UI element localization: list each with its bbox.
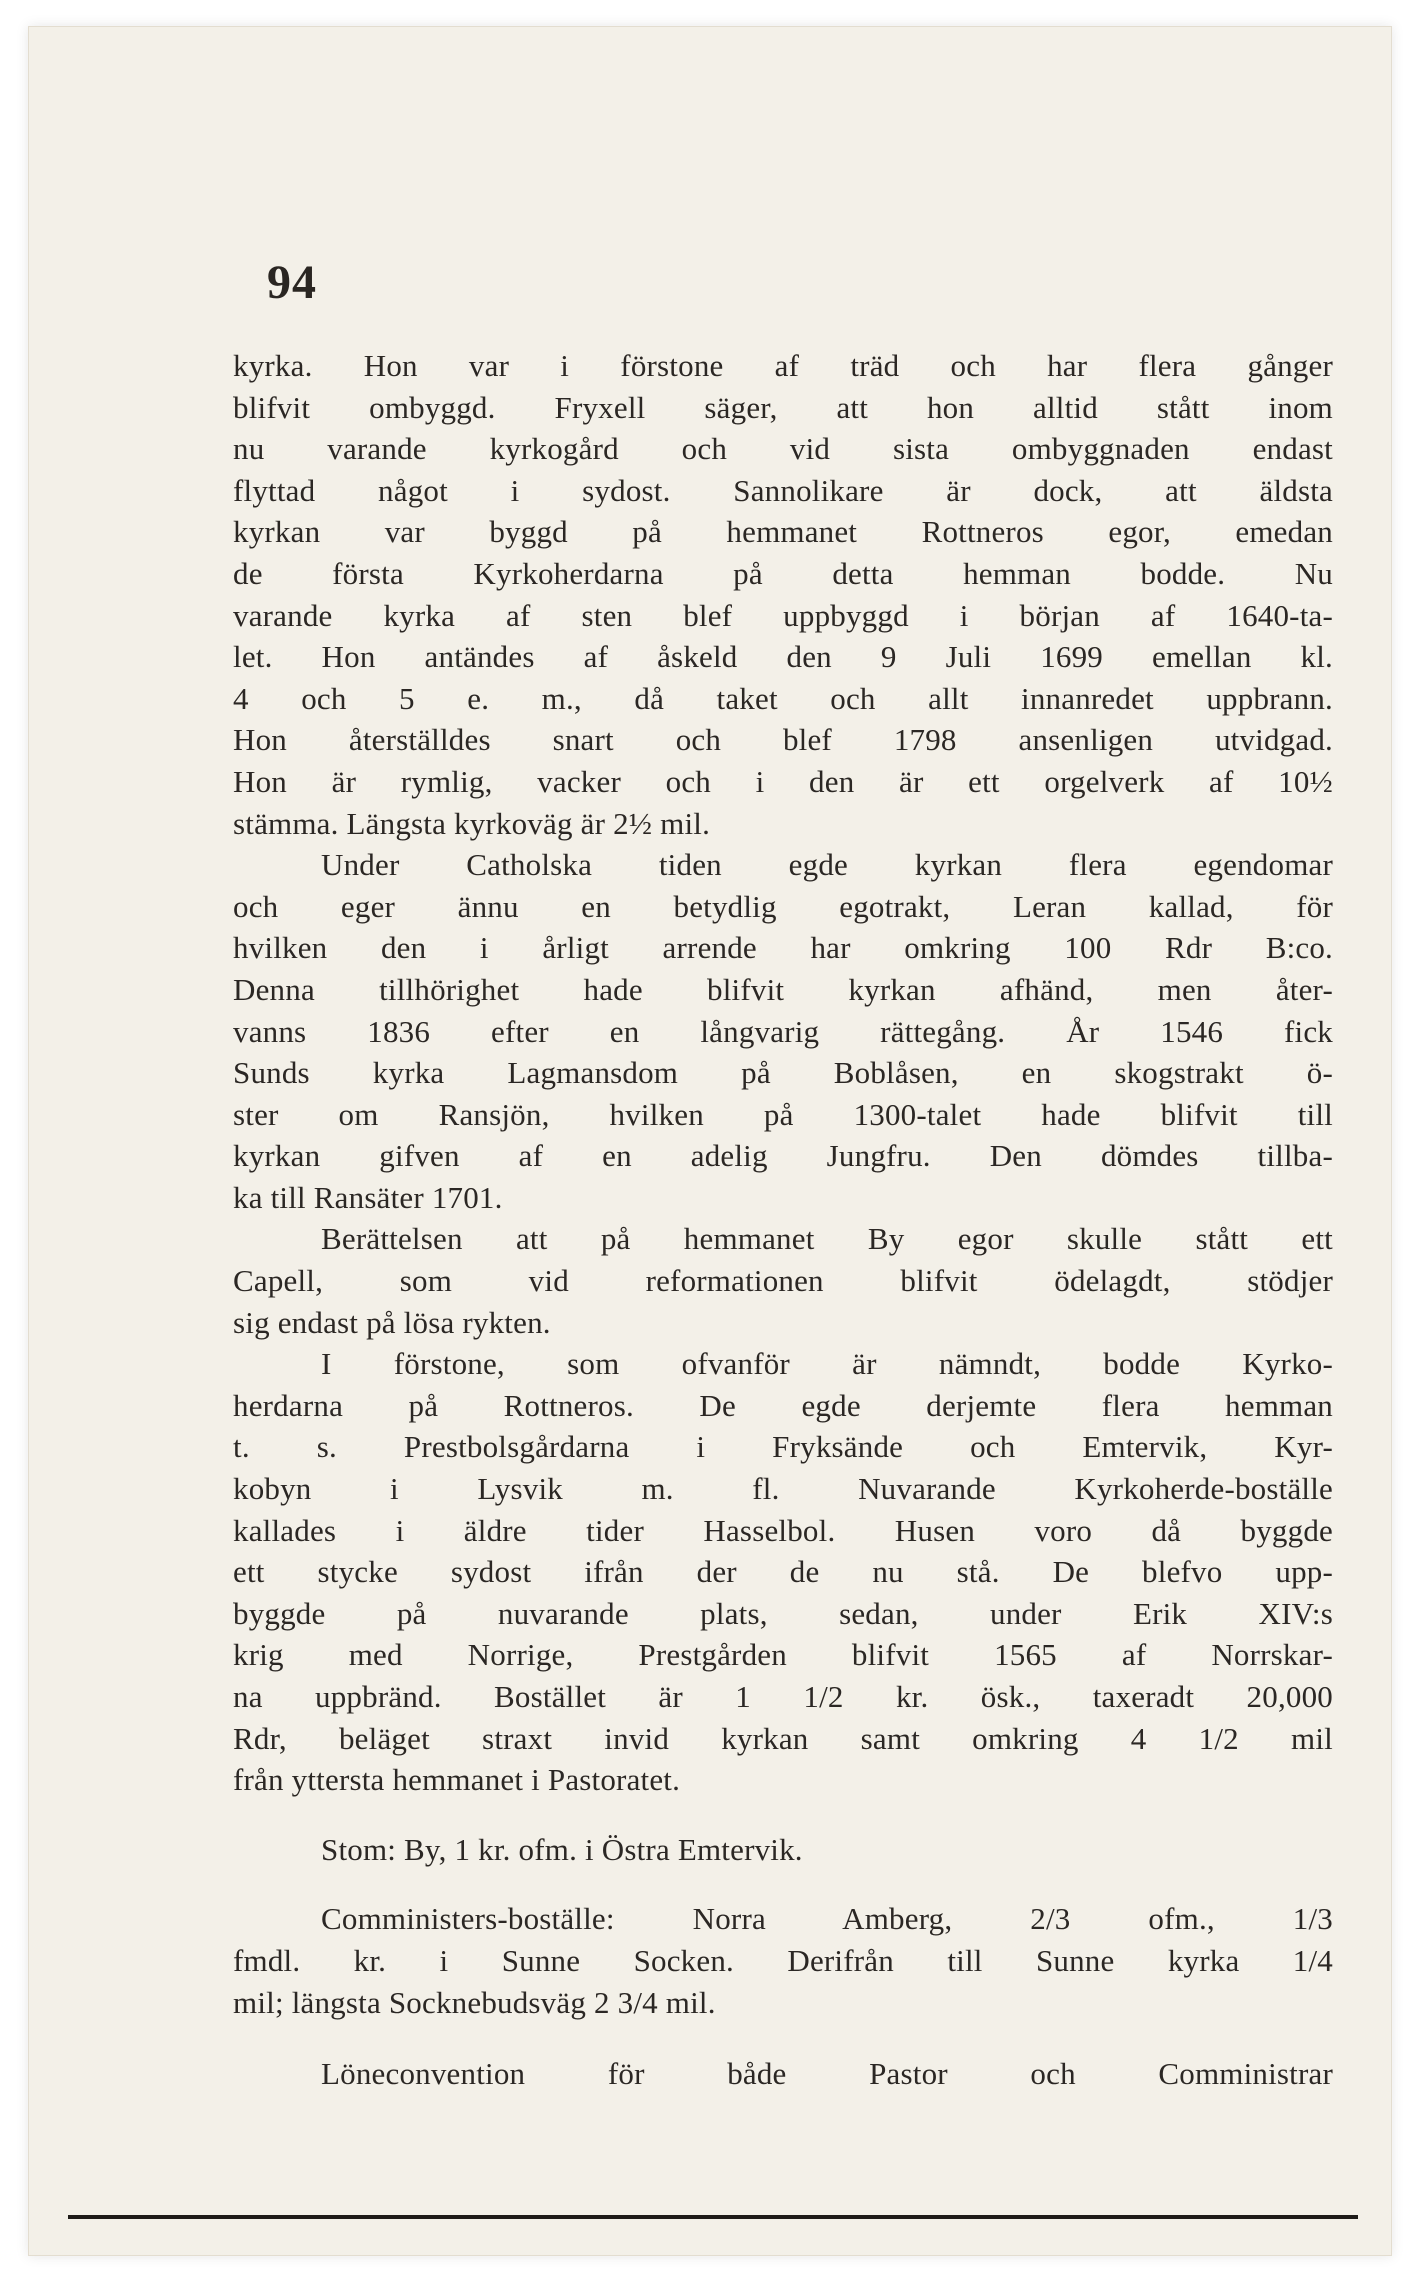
text-line: Löneconvention för både Pastor och Comministrar [321, 2056, 1333, 2092]
text-line: let. Hon antändes af åskeld den 9 Juli 1699 emellan kl. [233, 639, 1333, 675]
text-line: blifvit ombyggd. Fryxell säger, att hon alltid stått inom [233, 389, 1333, 425]
text-line: byggde på nuvarande plats, sedan, under Erik XIV:s [233, 1595, 1333, 1631]
text-line: fmdl. kr. i Sunne Socken. Derifrån till Sunne kyrka 1/4 [233, 1942, 1333, 1978]
text-line: från yttersta hemmanet i Pastoratet. [233, 1762, 681, 1798]
book-page [28, 26, 1392, 2256]
text-line: ka till Ransäter 1701. [233, 1179, 503, 1215]
text-line: stämma. Längsta kyrkoväg är 2½ mil. [233, 805, 711, 841]
page-number: 94 [267, 256, 317, 309]
text-line: kallades i äldre tider Hasselbol. Husen voro då byggde [233, 1512, 1333, 1548]
text-line: Hon återställdes snart och blef 1798 ansenligen utvidgad. [233, 722, 1333, 758]
text-line: ster om Ransjön, hvilken på 1300-talet hade blifvit till [233, 1096, 1333, 1132]
text-line: Denna tillhörighet hade blifvit kyrkan afhänd, men åter- [233, 971, 1333, 1007]
text-line: flyttad något i sydost. Sannolikare är dock, att äldsta [233, 472, 1333, 508]
text-line: kobyn i Lysvik m. fl. Nuvarande Kyrkoherde-boställe [233, 1471, 1333, 1507]
text-line: na uppbränd. Bostället är 1 1/2 kr. ösk., taxeradt 20,000 [233, 1679, 1333, 1714]
bottom-rule [68, 2215, 1358, 2219]
text-line: Berättelsen att på hemmanet By egor skulle stått ett [321, 1221, 1333, 1257]
text-line: ett stycke sydost ifrån der de nu stå. De blefvo upp- [233, 1554, 1333, 1590]
text-line: kyrka. Hon var i förstone af träd och har flera gånger [233, 348, 1333, 383]
text-line: och eger ännu en betydlig egotrakt, Leran kallad, för [233, 888, 1333, 924]
text-line: Under Catholska tiden egde kyrkan flera egendomar [321, 847, 1333, 883]
text-line: t. s. Prestbolsgårdarna i Fryksände och Emtervik, Kyr- [233, 1429, 1333, 1465]
text-line: herdarna på Rottneros. De egde derjemte flera hemman [233, 1387, 1333, 1423]
text-line: nu varande kyrkogård och vid sista ombyggnaden endast [233, 431, 1333, 467]
text-line: kyrkan gifven af en adelig Jungfru. Den dömdes tillba- [233, 1138, 1333, 1174]
text-line: de första Kyrkoherdarna på detta hemman bodde. Nu [233, 555, 1333, 591]
text-line: Hon är rymlig, vacker och i den är ett orgelverk af 10½ [233, 763, 1333, 799]
text-line: sig endast på lösa rykten. [233, 1304, 551, 1340]
text-line: Rdr, beläget straxt invid kyrkan samt omkring 4 1/2 mil [233, 1720, 1333, 1756]
body-text [233, 345, 1333, 2095]
text-line: varande kyrka af sten blef uppbyggd i början af 1640-ta- [233, 597, 1333, 633]
text-line: Stom: By, 1 kr. ofm. i Östra Emtervik. [321, 1831, 803, 1867]
text-line: Capell, som vid reformationen blifvit ödelagdt, stödjer [233, 1263, 1333, 1299]
text-line: I förstone, som ofvanför är nämndt, bodde Kyrko- [321, 1346, 1333, 1382]
text-line: hvilken den i årligt arrende har omkring 100 Rdr B:co. [233, 930, 1333, 966]
text-line: vanns 1836 efter en långvarig rättegång. År 1546 fick [233, 1013, 1333, 1049]
text-line: mil; längsta Socknebudsväg 2 3/4 mil. [233, 1984, 716, 2020]
text-line: krig med Norrige, Prestgården blifvit 1565 af Norrskar- [233, 1637, 1333, 1673]
text-line: kyrkan var byggd på hemmanet Rottneros egor, emedan [233, 514, 1333, 550]
text-line: Sunds kyrka Lagmansdom på Boblåsen, en skogstrakt ö- [233, 1055, 1333, 1091]
text-line: 4 och 5 e. m., då taket och allt innanredet uppbrann. [233, 680, 1333, 716]
text-line: Comministers-boställe: Norra Amberg, 2/3 ofm., 1/3 [321, 1901, 1333, 1937]
